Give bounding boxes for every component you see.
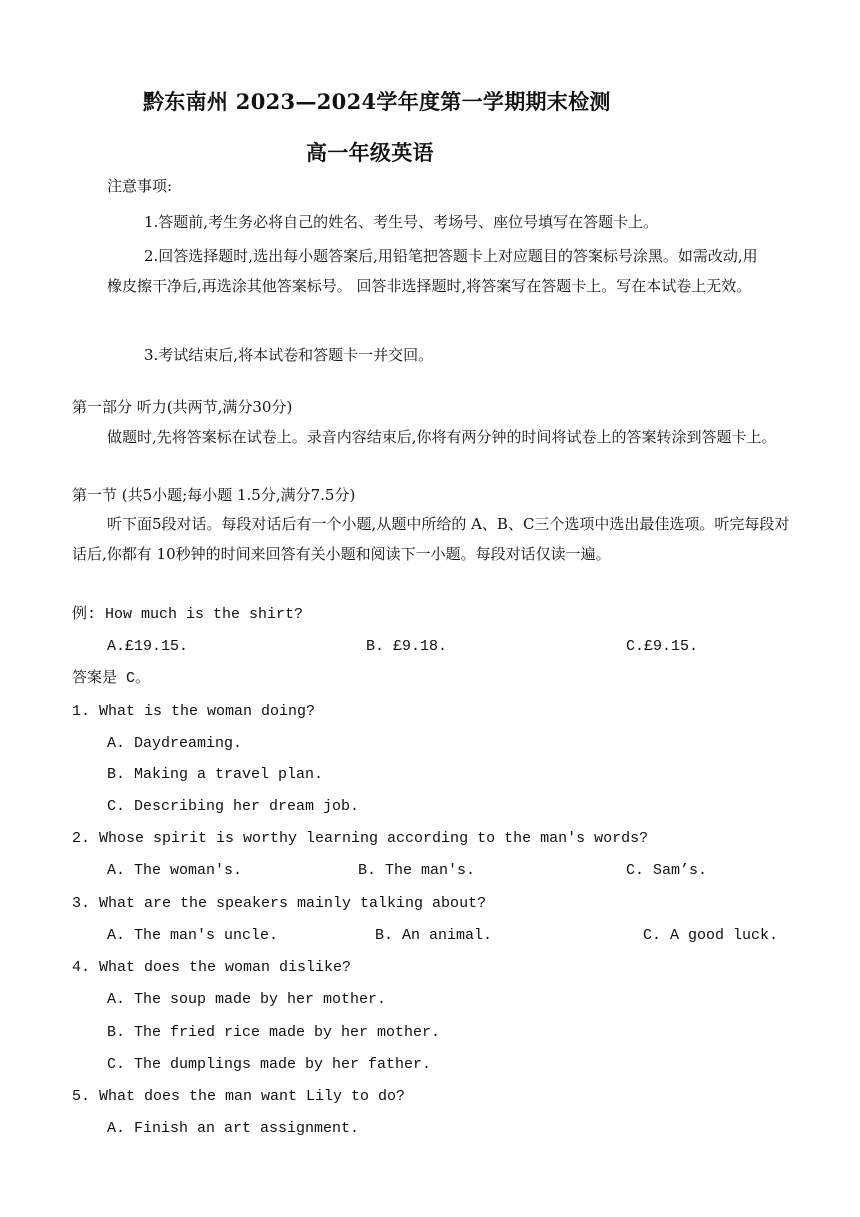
exam-subtitle: 高一年级英语 <box>306 140 434 165</box>
question-4-option-c: C. The dumplings made by her father. <box>107 1056 432 1073</box>
question-3: 3. What are the speakers mainly talking about? <box>72 895 487 912</box>
question-2: 2. Whose spirit is worthy learning according to the man's words? <box>72 830 649 847</box>
question-4: 4. What does the woman dislike? <box>72 959 352 976</box>
question-2-option-b: B. The man's. <box>358 862 476 879</box>
question-4-option-a: A. The soup made by her mother. <box>107 991 387 1008</box>
question-1-option-c: C. Describing her dream job. <box>107 798 360 815</box>
part1-instruction: 做题时,先将答案标在试卷上。录音内容结束后,你将有两分钟的时间将试卷上的答案转涂到答题卡上。 <box>107 428 777 446</box>
exam-title: 黔东南州 2023—2024学年度第一学期期末检测 <box>143 89 611 114</box>
example-question: 例: How much is the shirt? <box>72 606 304 623</box>
question-5-option-a: A. Finish an art assignment. <box>107 1120 360 1137</box>
example-option-c: C.£9.15. <box>626 638 699 655</box>
example-option-a: A.£19.15. <box>107 638 189 655</box>
question-1-option-a: A. Daydreaming. <box>107 735 243 752</box>
part1-heading: 第一部分 听力(共两节,满分30分) <box>72 398 293 416</box>
question-4-option-b: B. The fried rice made by her mother. <box>107 1024 441 1041</box>
notice-heading: 注意事项: <box>107 177 173 195</box>
section1-heading: 第一节 (共5小题;每小题 1.5分,满分7.5分) <box>72 486 356 504</box>
example-option-b: B. £9.18. <box>366 638 448 655</box>
question-5: 5. What does the man want Lily to do? <box>72 1088 406 1105</box>
notice-item-2: 2.回答选择题时,选出每小题答案后,用铅笔把答题卡上对应题目的答案标号涂黑。如需改动,用橡皮擦干净后,再选涂其他答案标号。 回答非选择题时,将答案写在答题卡上。写在本试卷上无效。 <box>107 247 758 295</box>
question-1-option-b: B. Making a travel plan. <box>107 766 324 783</box>
question-3-option-c: C. A good luck. <box>643 927 779 944</box>
question-3-option-a: A. The man's uncle. <box>107 927 279 944</box>
notice-item-3: 3.考试结束后,将本试卷和答题卡一并交回。 <box>144 346 434 364</box>
section1-instruction: 听下面5段对话。每段对话后有一个小题,从题中所给的 A、B、C三个选项中选出最佳选项。听完每段对话后,你都有 10秒钟的时间来回答有关小题和阅读下一小题。每段对话仅读一遍。 <box>72 515 790 563</box>
question-2-option-a: A. The woman's. <box>107 862 243 879</box>
notice-item-1: 1.答题前,考生务必将自己的姓名、考生号、考场号、座位号填写在答题卡上。 <box>144 213 659 231</box>
question-2-option-c: C. Sam’s. <box>626 862 708 879</box>
question-1: 1. What is the woman doing? <box>72 703 316 720</box>
question-3-option-b: B. An animal. <box>375 927 493 944</box>
example-answer: 答案是 C。 <box>72 670 151 687</box>
